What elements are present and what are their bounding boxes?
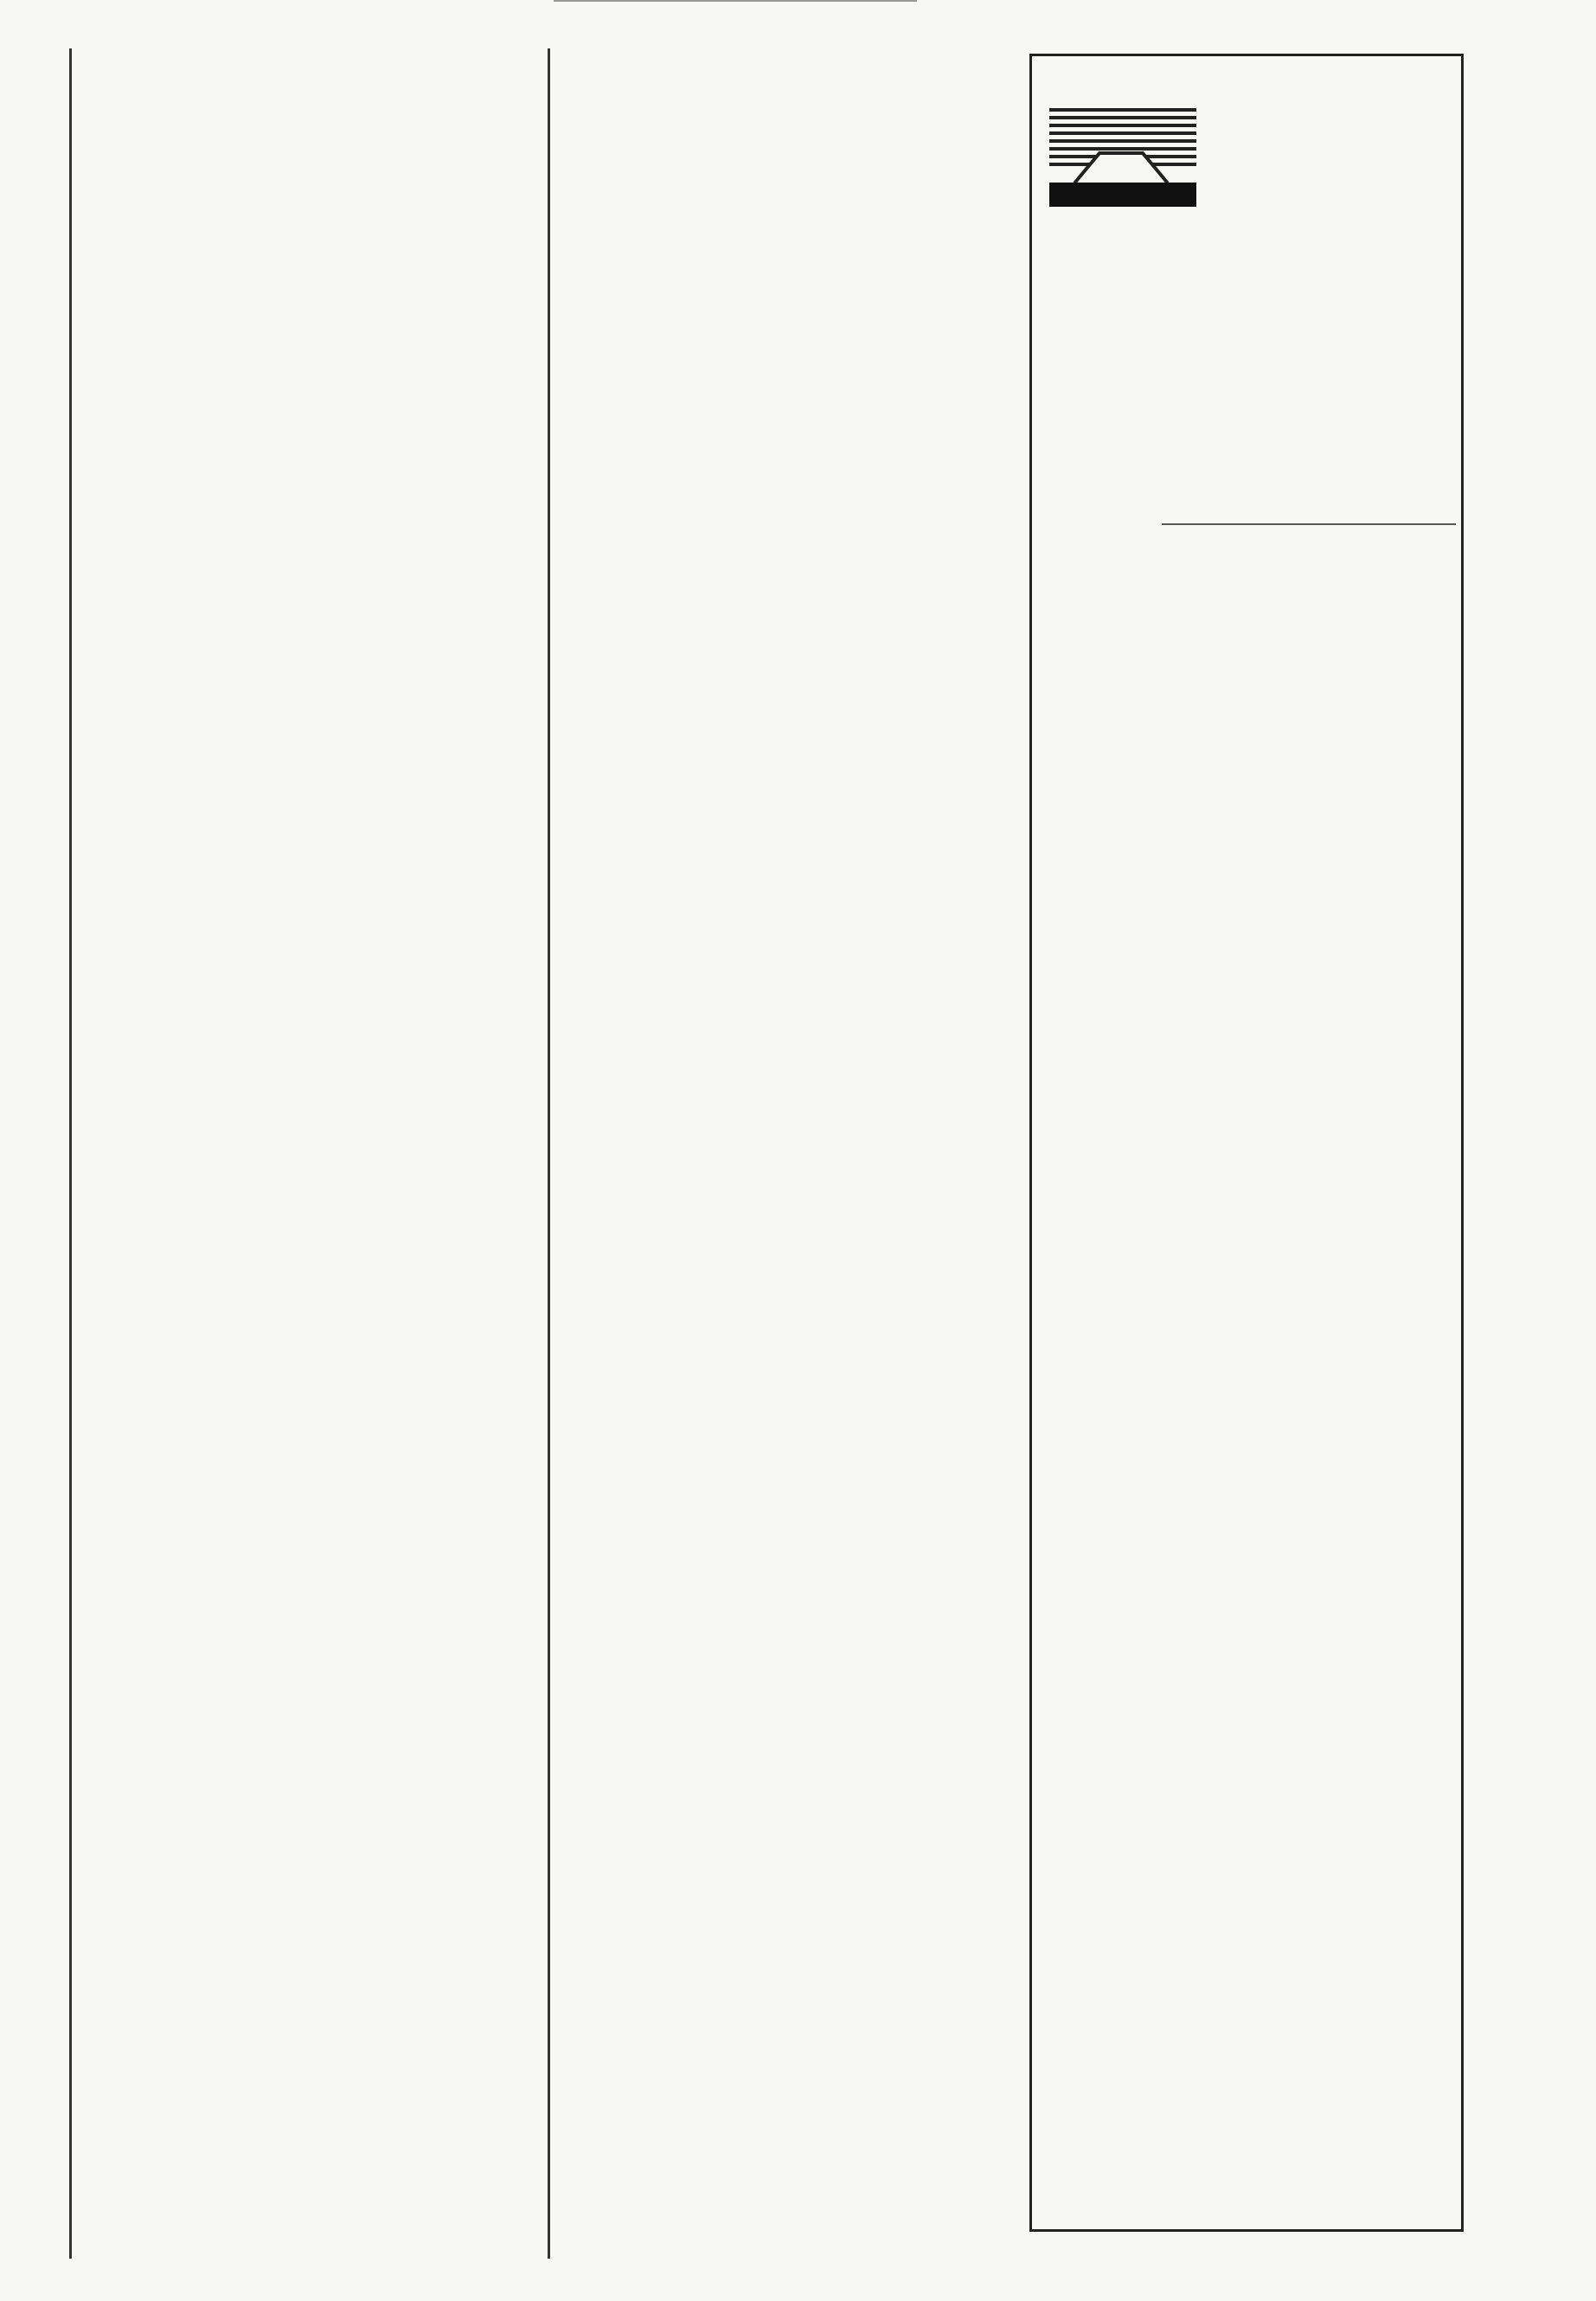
text-line <box>88 644 551 683</box>
text-line <box>88 1686 551 1725</box>
text-line <box>597 760 1029 799</box>
signature-line <box>597 2187 1029 2226</box>
text-line <box>597 182 1029 221</box>
text-line <box>88 2188 551 2227</box>
column-rule-left <box>69 48 72 2259</box>
text-line <box>597 1416 1029 1455</box>
text-line <box>597 1532 1029 1571</box>
column-rule-middle <box>548 48 550 2259</box>
text-line <box>88 1570 551 1609</box>
text-line <box>597 1339 1029 1378</box>
text-line <box>88 1840 551 1879</box>
text-line <box>88 2226 551 2265</box>
text-line <box>88 1261 551 1300</box>
text-line <box>88 721 551 760</box>
text-line <box>597 1647 1029 1686</box>
text-line <box>88 529 551 567</box>
text-line <box>88 606 551 644</box>
logo-roof-icon <box>1074 150 1169 184</box>
text-line <box>597 1377 1029 1416</box>
text-line <box>88 1763 551 1802</box>
text-line <box>597 798 1029 837</box>
text-line <box>597 1570 1029 1609</box>
signature-line <box>597 2226 1029 2265</box>
article-column-1 <box>88 66 551 2265</box>
text-line <box>597 644 1029 683</box>
text-line <box>597 1184 1029 1223</box>
text-line <box>597 1609 1029 1648</box>
text-line <box>597 1261 1029 1300</box>
text-line <box>88 143 551 182</box>
text-line <box>88 1956 551 1995</box>
text-line <box>88 567 551 606</box>
text-line <box>597 2033 1029 2072</box>
text-line <box>597 721 1029 760</box>
text-line <box>597 336 1029 375</box>
text-line <box>88 2149 551 2188</box>
text-line <box>88 837 551 876</box>
text-line <box>88 914 551 953</box>
text-line <box>597 991 1029 1030</box>
logo-label <box>1049 183 1196 207</box>
text-line <box>88 2033 551 2072</box>
text-line <box>88 413 551 452</box>
text-line <box>88 1377 551 1416</box>
text-line <box>597 2072 1029 2111</box>
text-line <box>597 683 1029 722</box>
text-line <box>88 875 551 914</box>
text-line <box>597 1030 1029 1069</box>
text-line <box>88 1223 551 1262</box>
text-line <box>88 1647 551 1686</box>
text-line <box>597 220 1029 259</box>
text-line <box>88 953 551 992</box>
text-line <box>597 953 1029 992</box>
text-line <box>88 1146 551 1185</box>
text-line <box>597 259 1029 298</box>
text-line <box>88 220 551 259</box>
text-line <box>88 1300 551 1339</box>
text-line <box>597 1068 1029 1107</box>
text-line <box>597 1146 1029 1185</box>
text-line <box>597 1995 1029 2034</box>
article-column-2 <box>597 66 1029 2265</box>
text-line <box>88 375 551 413</box>
text-line <box>597 1300 1029 1339</box>
text-line <box>88 1107 551 1146</box>
text-line <box>88 1879 551 1918</box>
text-line <box>88 683 551 722</box>
text-line <box>597 298 1029 336</box>
text-line <box>597 452 1029 490</box>
vluchtheuvel-logo <box>1049 108 1196 212</box>
text-line <box>597 105 1029 144</box>
text-line <box>597 837 1029 876</box>
text-line <box>88 1030 551 1069</box>
text-line <box>88 1184 551 1223</box>
text-line <box>88 1532 551 1571</box>
text-line <box>88 1416 551 1455</box>
text-line <box>597 1107 1029 1146</box>
text-line <box>597 1802 1029 1841</box>
text-line <box>597 567 1029 606</box>
info-box <box>1029 54 1464 2232</box>
text-line <box>597 375 1029 413</box>
paragraph-gap <box>597 2110 1029 2187</box>
text-line <box>88 1454 551 1493</box>
text-line <box>597 1840 1029 1879</box>
text-line <box>597 914 1029 953</box>
text-line <box>597 1918 1029 1957</box>
text-line <box>88 1493 551 1532</box>
text-line <box>88 1068 551 1107</box>
text-line <box>88 452 551 490</box>
text-line <box>88 1995 551 2034</box>
text-line <box>597 143 1029 182</box>
text-line <box>88 1609 551 1648</box>
text-line <box>597 413 1029 452</box>
text-line <box>88 105 551 144</box>
text-line <box>597 490 1029 529</box>
text-line <box>597 1956 1029 1995</box>
text-line <box>597 1454 1029 1493</box>
text-line <box>597 66 1029 105</box>
text-line <box>88 1802 551 1841</box>
text-line <box>88 2072 551 2111</box>
text-line <box>88 1725 551 1764</box>
text-line <box>88 2110 551 2149</box>
paragraph-gap <box>597 1493 1029 1532</box>
text-line <box>88 798 551 837</box>
text-line <box>88 991 551 1030</box>
text-line <box>597 1725 1029 1764</box>
text-line <box>597 529 1029 567</box>
box-divider <box>1162 523 1456 525</box>
text-line <box>88 760 551 799</box>
text-line <box>597 1879 1029 1918</box>
text-line <box>597 1763 1029 1802</box>
top-rule <box>554 0 917 2</box>
text-line <box>88 66 551 105</box>
text-line <box>597 1223 1029 1262</box>
text-line <box>597 1686 1029 1725</box>
text-line <box>597 606 1029 644</box>
text-line <box>88 336 551 375</box>
text-line <box>88 1339 551 1378</box>
text-line <box>88 1918 551 1957</box>
text-line <box>88 490 551 529</box>
text-line <box>597 875 1029 914</box>
text-line <box>88 259 551 298</box>
text-line <box>88 298 551 336</box>
text-line <box>88 182 551 221</box>
